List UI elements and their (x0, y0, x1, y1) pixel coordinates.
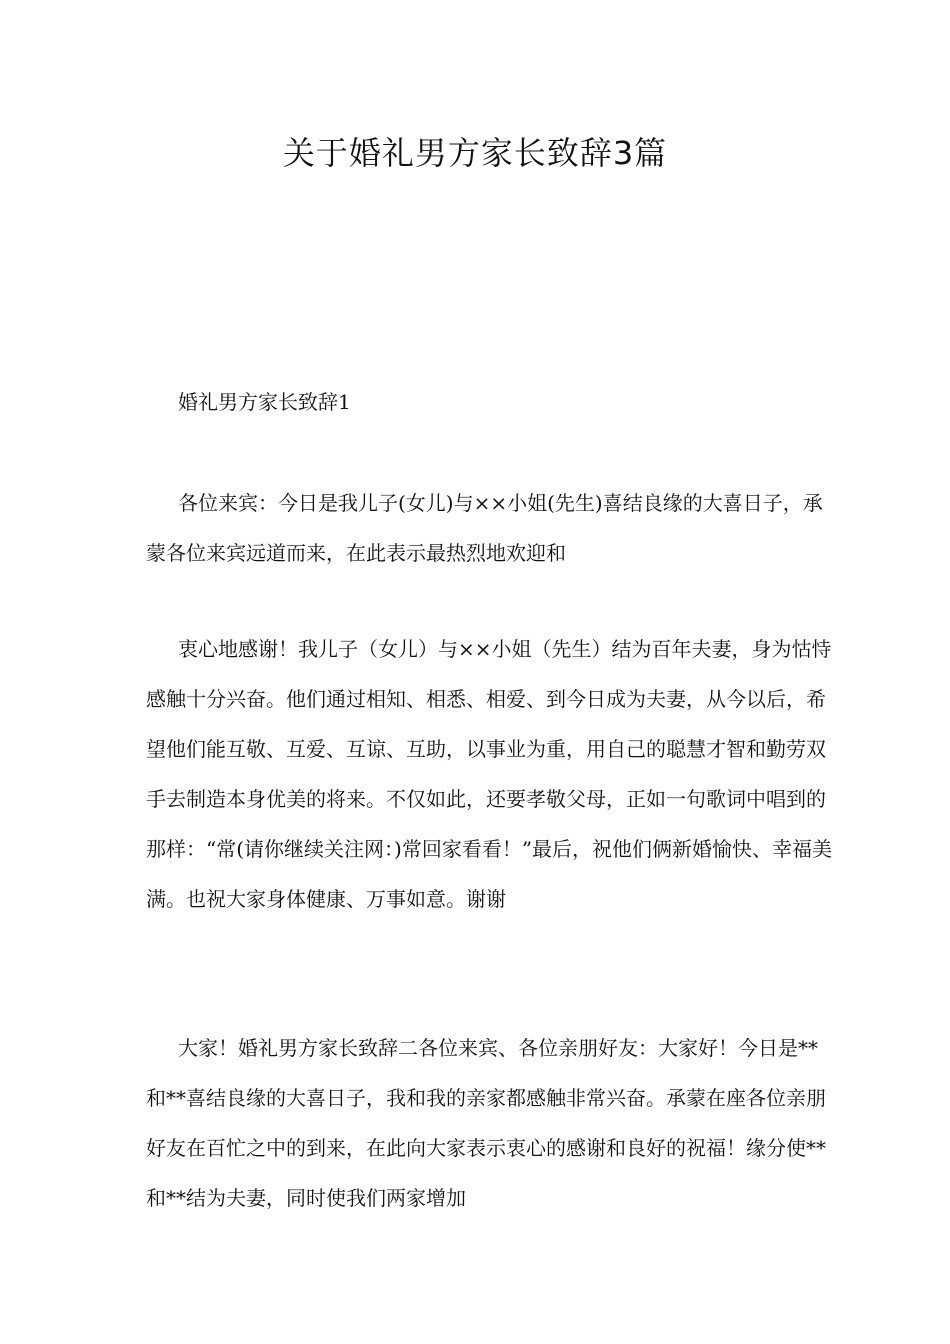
paragraph-2: 衷心地感谢！我儿子（女儿）与××小姐（先生）结为百年夫妻，身为怙恃感触十分兴奋。他们通过相知、相悉、相爱、到今日成为夫妻，从今以后，希望他们能互敬、互爱、互谅、互助，以事业为重，用自己的聪慧才智和勤劳双手去制造本身优美的将来。不仅如此，还要孝敬父母，正如一句歌词中唱到的那样：“常(请你继续关注网：)常回家看看！”最后，祝他们俩新婚愉快、幸福美满。也祝大家身体健康、万事如意。谢谢 (146, 637, 833, 911)
document-title: 关于婚礼男方家长致辞3篇 (282, 134, 668, 172)
paragraph-1: 各位来宾：今日是我儿子(女儿)与××小姐(先生)喜结良缘的大喜日子，承蒙各位来宾远道而来，在此表示最热烈地欢迎和 (146, 491, 823, 565)
paragraph-3: 大家！婚礼男方家长致辞二各位来宾、各位亲朋好友：大家好！今日是**和**喜结良缘的大喜日子，我和我的亲家都感触非常兴奋。承蒙在座各位亲朋好友在百忙之中的到来，在此向大家表示衷心的感谢和良好的祝福！缘分使**和**结为夫妻，同时使我们两家增加 (146, 1036, 826, 1210)
section-heading: 婚礼男方家长致辞1 (178, 390, 351, 414)
